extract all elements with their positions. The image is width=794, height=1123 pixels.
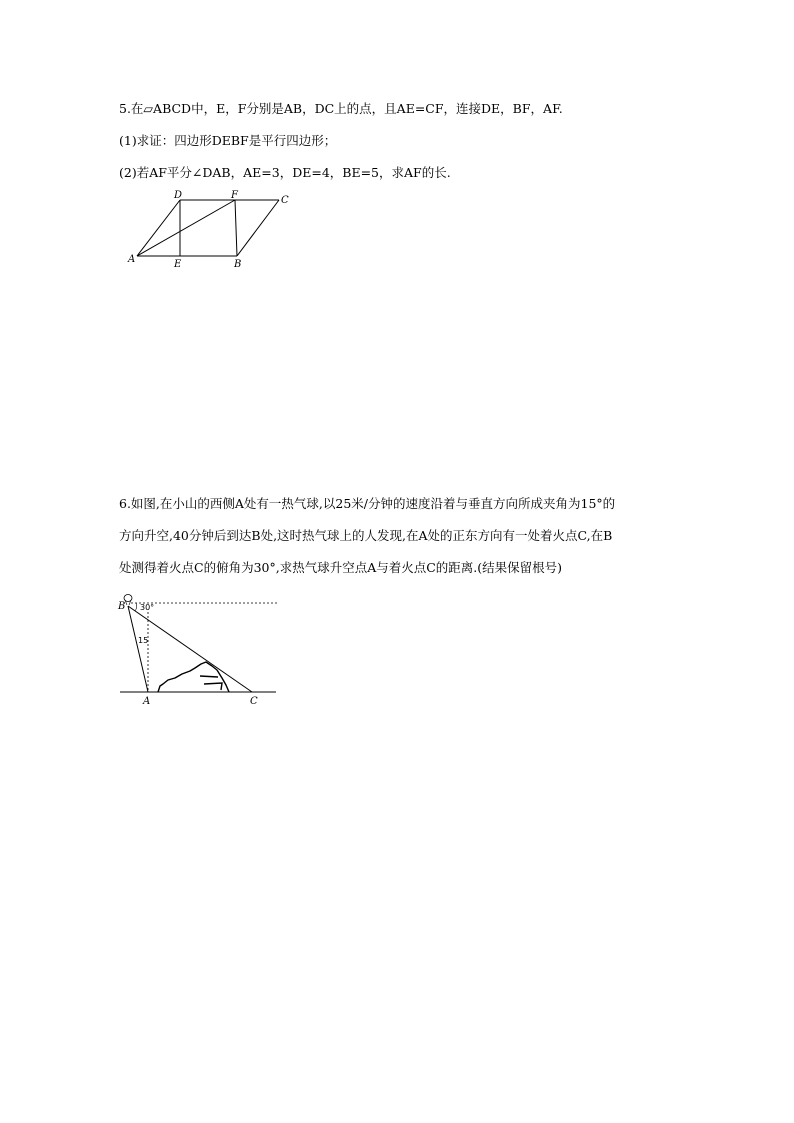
label-c: C (250, 696, 258, 707)
label-e: E (174, 259, 182, 270)
label-a: A (143, 696, 151, 707)
q5-part-1: (1)求证：四边形DEBF是平行四边形； (119, 133, 337, 148)
q5-part-2: (2)若AF平分∠DAB，AE=3，DE=4，BE=5，求AF的长. (119, 165, 451, 180)
segment-bc (237, 200, 279, 256)
segment-da (137, 200, 180, 256)
label-b: B (234, 259, 242, 270)
q6-balloon-figure (117, 595, 278, 708)
segment-af (137, 200, 235, 256)
label-b: B (118, 601, 126, 612)
angle-30-label: 30° (140, 603, 155, 612)
q6-question-line-2: 方向升空,40分钟后到达B处,这时热气球上的人发现,在A处的正东方向有一处着火点C,在B (119, 528, 613, 543)
q6-question-line-3: 处测得着火点C的俯角为30°,求热气球升空点A与着火点C的距离.(结果保留根号) (119, 560, 563, 575)
mountain-icon (158, 662, 229, 692)
label-f: F (231, 190, 238, 201)
label-a: A (128, 254, 136, 265)
label-c: C (281, 195, 289, 206)
angle-15-label: 15 (138, 636, 149, 645)
segment-bc (128, 606, 252, 692)
segment-ab (128, 606, 148, 692)
q5-question-stem: 5.在▱ABCD中，E，F分别是AB，DC上的点，且AE=CF，连接DE，BF，AF. (119, 101, 563, 116)
segment-bf (235, 200, 237, 256)
label-d: D (174, 190, 183, 201)
q6-question-line-1: 6.如图,在小山的西侧A处有一热气球,以25米/分钟的速度沿着与垂直方向所成夹角为15°的 (119, 496, 616, 511)
